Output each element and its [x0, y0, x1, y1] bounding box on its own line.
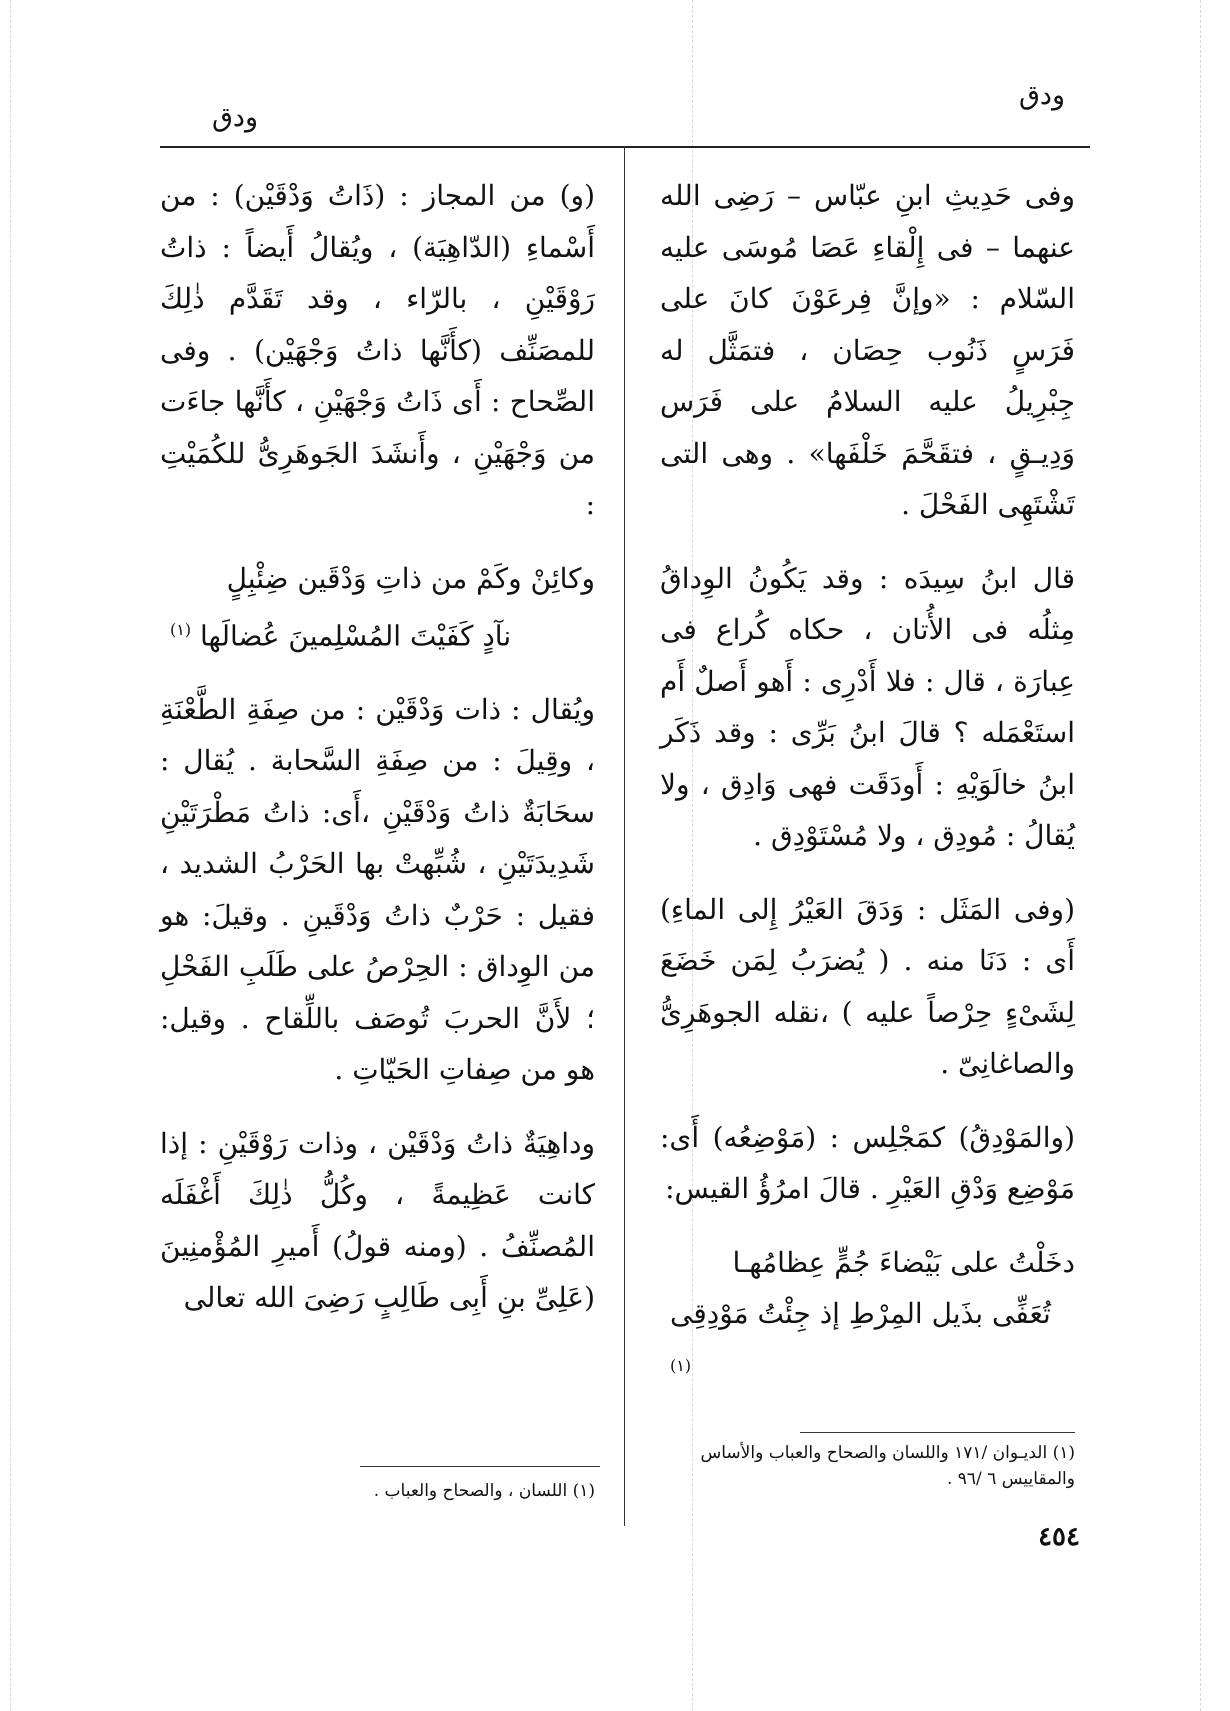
verse-hemistich-2 — [160, 604, 595, 662]
footnote-marker: (١) — [170, 620, 192, 639]
footnote-right: (١) الديـوان /١٧١ واللسان والصحاح والعباب والأساس والمقاييس ٦ /٩٦ . — [700, 1443, 1075, 1489]
verse-text: تُعَفِّى بذَيل المِرْطِ إذ جِئْتُ مَوْدِقِى — [670, 1297, 1051, 1330]
left-column — [160, 170, 595, 1346]
paragraph: (و) من المجاز : (ذَاتُ وَدْقَيْن) : من أَسْماءِ (الدّاهِيَة) ، ويُقالُ أَيضاً : ذاتُ رَوْقَيْنِ ، بالرّاء ، وقد تَقَدَّم ذٰلِكَ للمصَنِّف (كأَنَّها ذاتُ وَجْهَيْن) . وفى الصِّحاح : أَى ذَاتُ وَجْهَيْنِ ، كأَنَّها جاءَت من وَجْهَيْنِ ، وأَنشَدَ الجَوهَرِىُّ للكُمَيْتِ : — [160, 179, 595, 521]
column-divider — [624, 146, 625, 1526]
page-number: ٤٥٤ — [1038, 1522, 1080, 1552]
footnote-left: (١) اللسان ، والصحاح والعباب . — [373, 1481, 595, 1501]
paragraph: ويُقال : ذات وَدْقَيْن : من صِفَةِ الطَّعْنَةِ ، وقِيلَ : من صِفَةِ السَّحابة . يُقال : سحَابَةٌ ذاتُ وَدْقَيْنِ ،أَى: ذاتُ مَطْرَتَيْنِ شَدِيدَتَيْنِ ، شُبِّهتْ بها الحَرْبُ الشديد ، فقيل : حَرْبٌ ذاتُ وَدْقَينِ . وقيلَ: هو من الوِداق : الحِرْصُ على طَلَبِ الفَحْلِ ؛ لأَنَّ الحربَ تُوصَف باللِّقاح . وقيل: هو من صِفاتِ الحَيّاتِ . — [160, 692, 595, 1087]
running-header-left: ودق — [211, 102, 258, 133]
paragraph: وفى حَدِيثِ ابنِ عبّاس – رَضِى الله عنهما – فى إِلْقاءِ عَصَا مُوسَى عليه السّلام : «وإنَّ فِرعَوْنَ كانَ على فَرَسٍ ذَنُوب حِصَان ، فتمَثَّل له جِبْرِيلُ عليه السلامُ على فَرَس وَدِيـقٍ ، فتقَحَّمَ خَلْفَها» . وهى التى تَشْتَهِى الفَحْلَ . — [660, 179, 1075, 521]
poetry-verse — [660, 1237, 1075, 1398]
poetry-verse — [160, 553, 595, 662]
verse-hemistich-1: دخَلْتُ على بَيْضاءَ جُمٍّ عِظامُهـا — [732, 1245, 1075, 1279]
paragraph: وداهِيَةٌ ذاتُ وَدْقَيْن ، وذات رَوْقَيْنِ : إذا كانت عَظِيمةً ، وكُلُّ ذٰلِكَ أَغْفَلَه المُصنِّفُ . (ومنه قولُ) أَميرِ المُؤْمنِينَ (عَلِىِّ بنِ أَبِى طَالِبٍ رَضِىَ الله تعالى — [160, 1126, 595, 1315]
paragraph: (والمَوْدِقُ) كمَجْلِس : (مَوْضِعُه) أَى: مَوْضِع وَدْقِ العَيْرِ . قالَ امرُؤُ القيس: — [660, 1120, 1075, 1205]
running-header-right: ودق — [1018, 80, 1065, 111]
verse-text: نآدٍ كَفَيْتَ المُسْلِمينَ عُضالَها — [200, 619, 512, 653]
header-rule — [160, 146, 1090, 148]
footnote-rule-right — [800, 1432, 1075, 1433]
footnote-marker: (١) — [670, 1355, 692, 1375]
scan-fold-line-left — [10, 0, 11, 1711]
scan-fold-line-right — [1200, 0, 1201, 1711]
verse-hemistich-2 — [660, 1288, 1075, 1397]
footnote-rule-left — [360, 1466, 600, 1467]
verse-hemistich-1: وكائِنْ وكَمْ من ذاتِ وَدْقَين ضِئْبِلٍ — [226, 561, 595, 595]
right-column — [660, 170, 1075, 1419]
paragraph: (وفى المَثَل : وَدَقَ العَيْرُ إِلى الماءِ) أَى : دَنَا منه . ( يُضرَبُ لِمَن خَضَعَ لِشَىْءٍ حِرْصاً عليه ) ،نقله الجوهَرِىُّ والصاغانِىّ . — [660, 892, 1075, 1080]
paragraph: قال ابنُ سِيدَه : وقد يَكُونُ الوِداقُ مِثلُه فى الأُتان ، حكاه كُراع فى عِبارَة ، قال : فلا أَدْرِى : أَهو أَصلٌ أَم استَعْمَله ؟ قالَ ابنُ بَرِّى : وقد ذَكَر ابنُ خالَوَيْهِ : أَودَقَت فهى وَادِق ، ولا يُقالُ : مُودِق ، ولا مُسْتَوْدِق . — [660, 561, 1075, 852]
